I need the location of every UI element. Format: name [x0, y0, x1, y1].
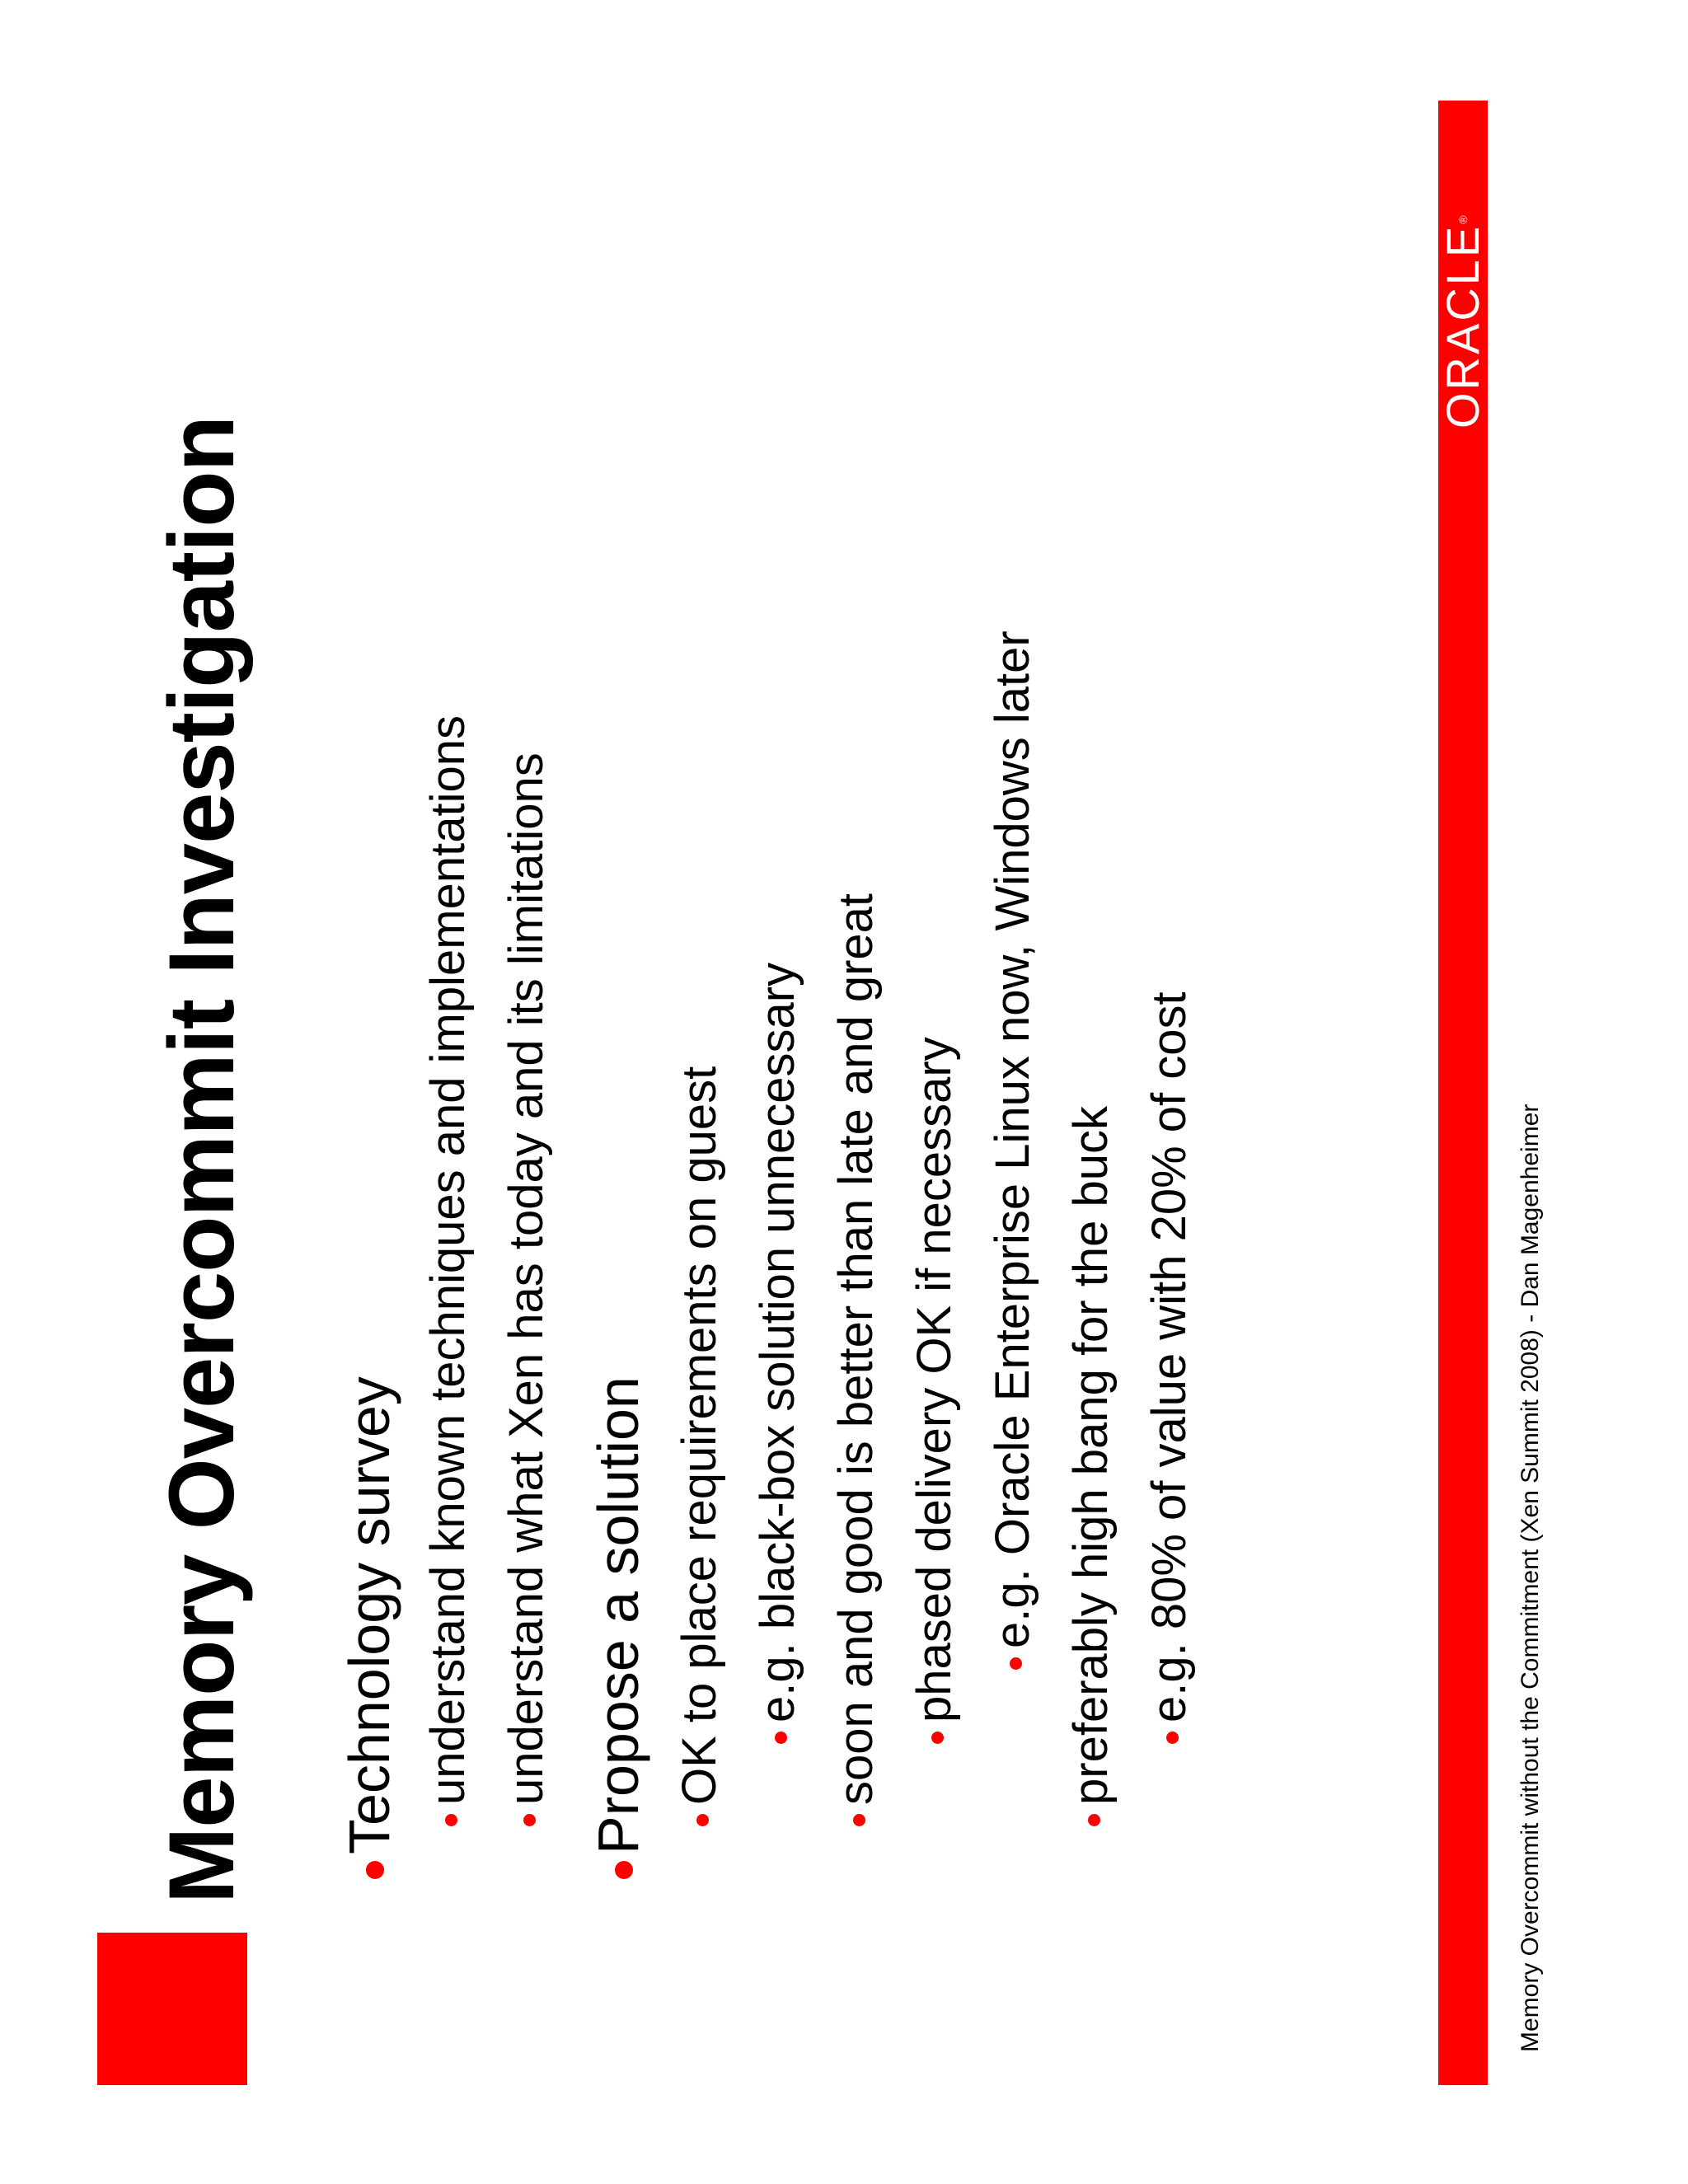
bullet-item: [585, 1376, 651, 1854]
bullet-dot-icon: [523, 1814, 536, 1826]
bullet-item: [1063, 1106, 1118, 1805]
oracle-logo: [1437, 215, 1489, 429]
bullet-text: understand what Xen has today and its limitations: [499, 752, 553, 1805]
bullet-text: preferably high bang for the buck: [1064, 1106, 1118, 1805]
bullet-item: [672, 1066, 727, 1805]
bullet-dot-icon: [1088, 1814, 1100, 1826]
bullet-text: e.g. black-box solution unnecessary: [751, 962, 804, 1722]
bullet-text: e.g. 80% of value with 20% of cost: [1142, 991, 1196, 1722]
bullet-text: OK to place requirements on guest: [673, 1066, 726, 1805]
registered-mark: ®: [1456, 215, 1470, 224]
bullet-text: understand known techniques and implementations: [421, 715, 475, 1805]
bullet-item: [985, 630, 1040, 1648]
bullet-dot-icon: [1010, 1657, 1022, 1670]
bullet-item: [336, 1376, 402, 1854]
bullet-text: Propose a solution: [586, 1376, 650, 1854]
bullet-item: [828, 893, 884, 1805]
bullet-dot-icon: [696, 1814, 709, 1826]
bullet-dot-icon: [853, 1814, 865, 1826]
oracle-logo-text: ORACLE: [1437, 223, 1489, 429]
bullet-item: [750, 963, 805, 1722]
bullet-item: [499, 752, 554, 1805]
bullet-item: [907, 1037, 962, 1722]
bullet-item: [1142, 991, 1197, 1722]
footer-caption: Memory Overcommit without the Commitment (Xen Summit 2008) - Dan Magenheimer: [1517, 1104, 1544, 2052]
slide-title: Memory Overcommit Investigation: [150, 415, 253, 1904]
bullet-dot-icon: [615, 1861, 633, 1879]
bullet-dot-icon: [775, 1732, 787, 1744]
bullet-text: soon and good is better than late and great: [829, 893, 883, 1805]
bullet-dot-icon: [1166, 1732, 1179, 1744]
bullet-item: [420, 715, 476, 1805]
bullet-dot-icon: [931, 1732, 944, 1744]
bullet-text: e.g. Oracle Enterprise Linux now, Windows later: [986, 630, 1039, 1648]
bullet-dot-icon: [445, 1814, 457, 1826]
bullet-text: phased delivery OK if necessary: [907, 1037, 961, 1722]
bullet-text: Technology survey: [337, 1376, 401, 1854]
bullet-dot-icon: [366, 1861, 384, 1879]
